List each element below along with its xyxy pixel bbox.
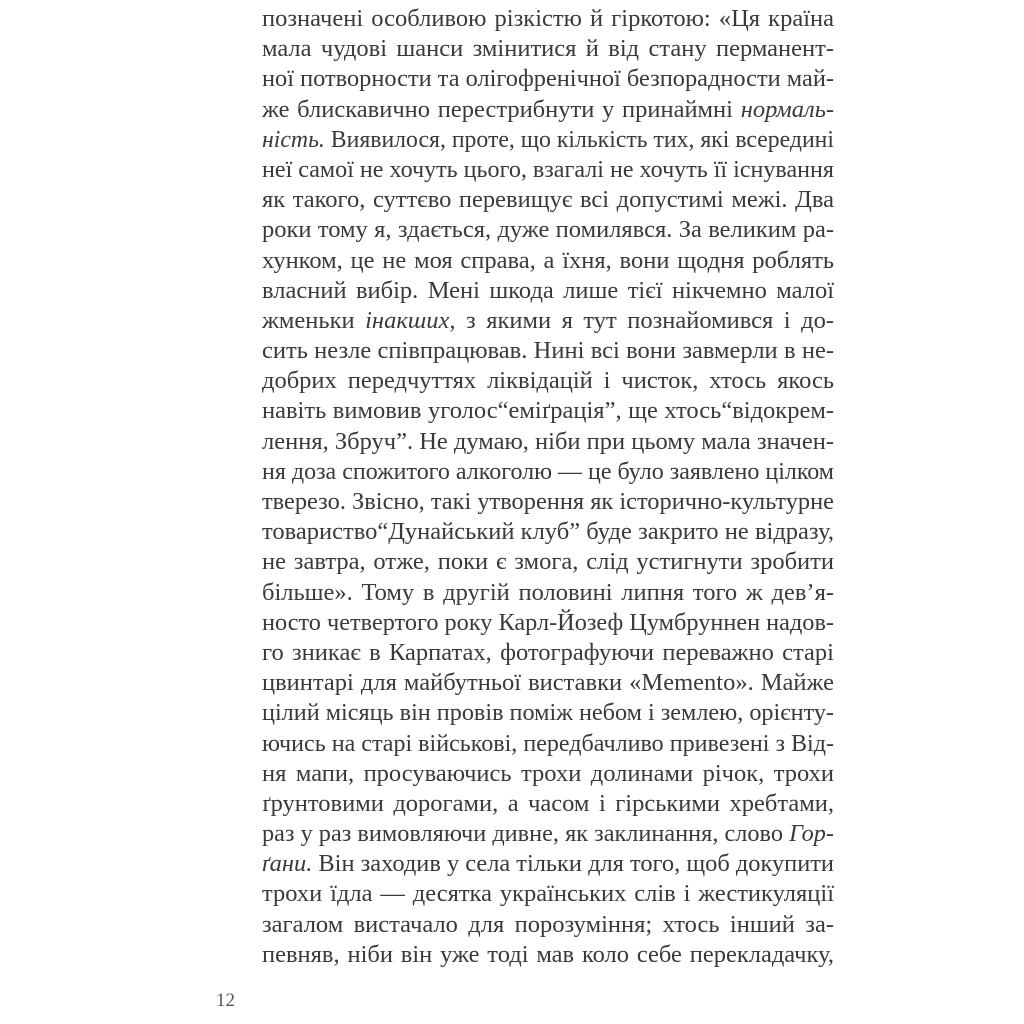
text-segment: мала чудові шанси змінитися й від стану перманент- [262, 35, 834, 63]
text-segment: ючись на старі військові, передбачливо привезені з Від- [262, 729, 834, 757]
italic-emphasis: ґани. [262, 850, 313, 878]
text-line [262, 34, 834, 64]
text-segment: ґрунтовими дорогами, а часом і гірськими хребтами, [262, 789, 834, 817]
text-line [262, 457, 834, 487]
text-line [262, 819, 834, 849]
text-line [262, 95, 834, 125]
text-segment: як такого, суттєво перевищує всі допустимі межі. Два [262, 186, 834, 214]
text-line [262, 789, 834, 819]
text-line [262, 910, 834, 940]
text-segment: ної потворности та олігофренічної безпорадности май- [262, 65, 834, 93]
text-segment: раз у раз вимовляючи дивне, як заклинання, слово [262, 820, 790, 848]
text-segment: Він заходив у села тільки для того, щоб докупити [312, 850, 834, 878]
text-line [262, 940, 834, 970]
text-line [262, 185, 834, 215]
text-line [262, 517, 834, 547]
text-line [262, 578, 834, 608]
text-segment: власний вибір. Мені шкода лише тієї нікчемно малої [262, 276, 834, 304]
text-segment: не завтра, отже, поки є змога, слід устигнути зробити [262, 548, 834, 576]
text-segment: Виявилося, проте, що кількість тих, які всередині [324, 125, 834, 153]
italic-emphasis: ність. [262, 125, 325, 153]
text-line [262, 246, 834, 276]
text-segment: цілий місяць він провів поміж небом і землею, орієнту- [262, 699, 834, 727]
body-text [262, 4, 834, 970]
text-line [262, 366, 834, 396]
text-segment: трохи їдла — десятка українських слів і жестикуляції [262, 880, 834, 908]
text-segment: роки тому я, здається, дуже помилявся. За великим ра- [262, 216, 834, 244]
text-line [262, 64, 834, 94]
text-segment: позначені особливою різкістю й гіркотою: «Ця країна [262, 5, 834, 32]
text-segment: певняв, ніби він уже тоді мав коло себе перекладачку, [262, 940, 834, 968]
text-line [262, 608, 834, 638]
text-line [262, 155, 834, 185]
text-segment: носто четвертого року Карл-Йозеф Цумбруннен надов- [262, 608, 834, 636]
text-segment: хунком, це не моя справа, а їхня, вони щодня роблять [262, 246, 834, 274]
text-line [262, 879, 834, 909]
text-segment: навіть вимовив уголос“еміґрація”, ще хтось“відокрем- [262, 397, 834, 425]
text-segment: же блискавично перестрибнути у принаймні [262, 95, 741, 123]
text-segment: товариство“Дунайський клуб” буде закрито не відразу, [262, 518, 834, 546]
text-line [262, 4, 834, 34]
text-line [262, 638, 834, 668]
page-number: 12 [216, 990, 235, 1011]
text-segment: неї самої не хочуть цього, взагалі не хочуть її існування [262, 155, 834, 183]
italic-emphasis: Гор- [789, 820, 834, 848]
text-segment: лення, Збруч”. Не думаю, ніби при цьому мала значен- [262, 427, 834, 455]
text-segment: ня мапи, просуваючись трохи долинами річок, трохи [262, 759, 834, 787]
italic-emphasis: інакших [365, 306, 450, 334]
text-line [262, 276, 834, 306]
text-line [262, 487, 834, 517]
text-line [262, 306, 834, 336]
text-line [262, 759, 834, 789]
text-segment: ня доза спожитого алкоголю — це було заявлено цілком [262, 457, 834, 485]
text-segment: тверезо. Звісно, такі утворення як історично-культурне [262, 488, 834, 515]
text-line [262, 336, 834, 366]
text-line [262, 427, 834, 457]
text-segment: , з якими я тут познайомився і до- [449, 306, 834, 334]
text-segment: загалом вистачало для порозуміння; хтось інший за- [262, 910, 834, 938]
text-line [262, 547, 834, 577]
text-segment: більше». Тому в другій половині липня того ж дев’я- [262, 578, 834, 606]
text-line [262, 668, 834, 698]
text-segment: добрих передчуттях ліквідацій і чисток, хтось якось [262, 367, 834, 395]
text-line [262, 698, 834, 728]
text-segment: го зникає в Карпатах, фотографуючи переважно старі [262, 638, 834, 666]
text-segment: сить незле співпрацював. Нині всі вони завмерли в не- [262, 337, 834, 365]
text-line [262, 215, 834, 245]
italic-emphasis: нормаль- [740, 95, 834, 123]
text-line [262, 849, 834, 879]
text-segment: жменьки [262, 306, 366, 334]
text-line [262, 125, 834, 155]
text-line [262, 396, 834, 426]
text-line [262, 729, 834, 759]
text-segment: цвинтарі для майбутньої виставки «Memento». Майже [262, 669, 834, 697]
